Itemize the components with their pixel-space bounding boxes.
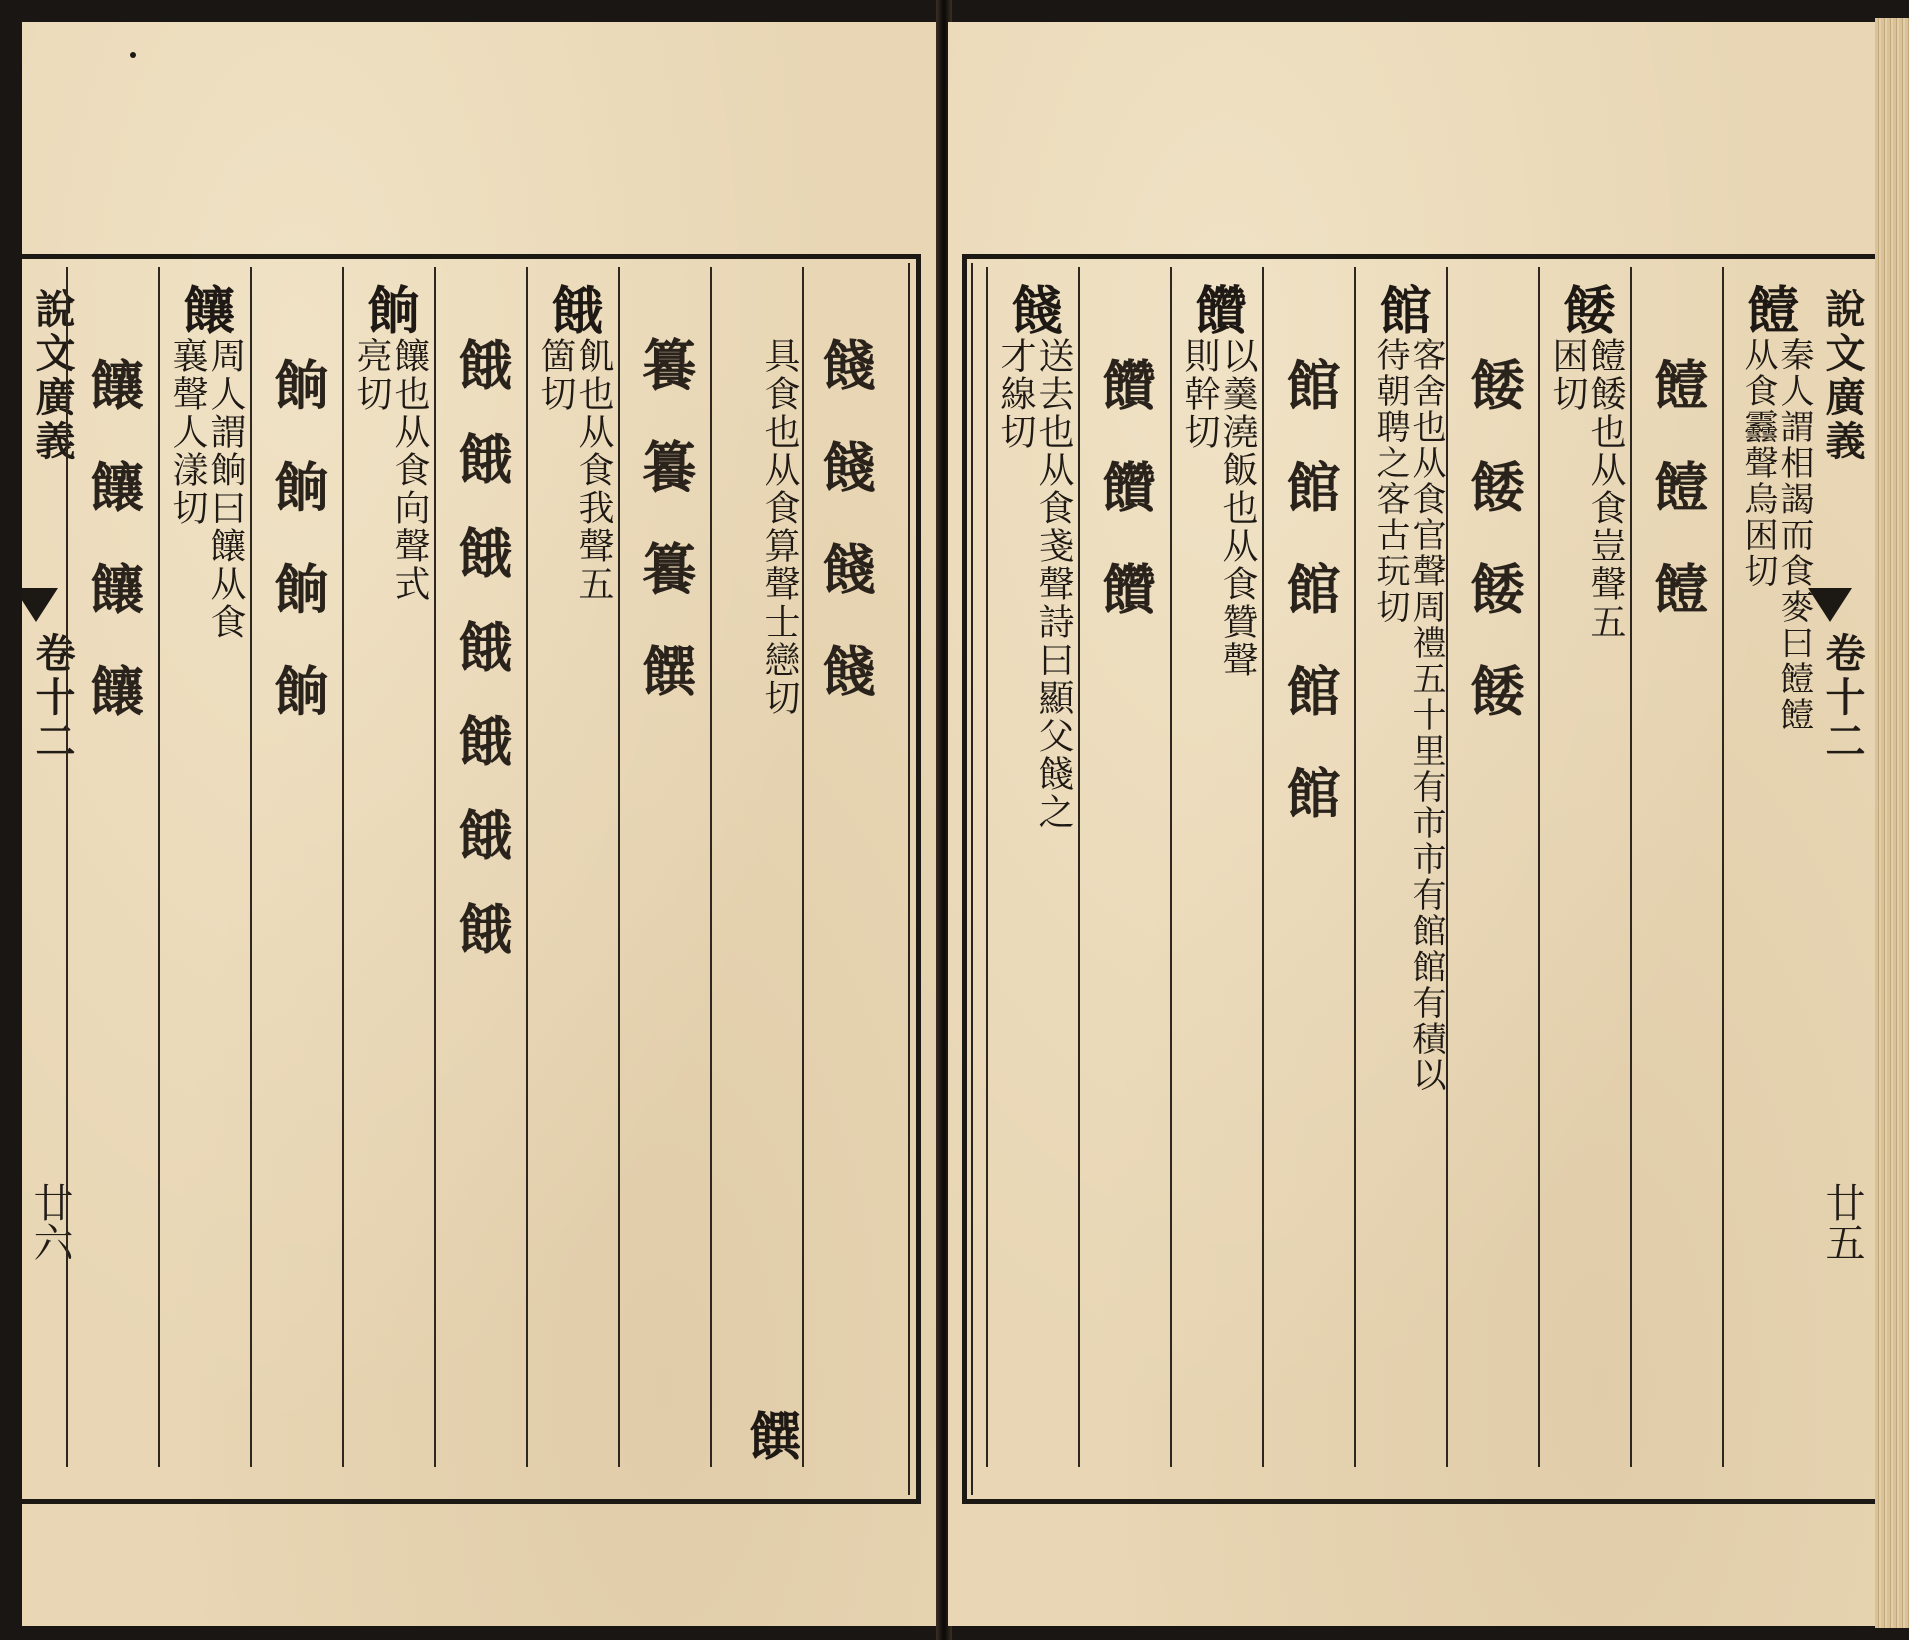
entry-head-character: 饌 — [740, 1409, 801, 1467]
right-margin-volume: 卷十二 — [1819, 632, 1866, 764]
column-entry — [342, 267, 436, 1467]
seal-forms: 饐饐饐 — [1646, 357, 1710, 663]
column-seal — [66, 267, 160, 1467]
entry-head-character: 饐 — [1738, 283, 1799, 341]
column-seal — [802, 267, 896, 1467]
page-edges — [1875, 18, 1909, 1628]
entry-head-character: 餓 — [542, 283, 603, 341]
column-entry — [1538, 267, 1632, 1467]
entry-gloss: 客舍也从食官聲周禮五十里有市市有館館有積以待朝聘之客古玩切 — [1370, 337, 1446, 1093]
left-page — [22, 22, 940, 1626]
right-leaf-number: 廿五 — [1819, 1182, 1865, 1262]
column-entry — [526, 267, 620, 1467]
column-entry — [1170, 267, 1264, 1467]
seal-forms: 餓餓餓餓餓餓餓 — [450, 337, 514, 995]
seal-forms: 餉餉餉餉 — [266, 357, 330, 765]
entry-gloss: 以羹澆飯也从食贊聲則幹切 — [1179, 337, 1258, 679]
right-margin-title: 說文廣義 — [1819, 288, 1866, 464]
entry-gloss: 飢也从食我聲五箇切 — [535, 337, 614, 603]
entry-head-character: 饟 — [174, 283, 235, 341]
column-seal — [1078, 267, 1172, 1467]
column-seal — [1446, 267, 1540, 1467]
entry-gloss: 饟也从食向聲式亮切 — [351, 337, 430, 603]
entry-gloss: 饐餧也从食豈聲五困切 — [1547, 337, 1626, 641]
entry-head-character: 餉 — [358, 283, 419, 341]
seal-forms: 籑籑籑饌 — [634, 337, 698, 745]
entry-gloss: 周人謂餉曰饟从食襄聲人漾切 — [167, 337, 246, 641]
ink-dot — [130, 52, 136, 58]
seal-forms: 饟饟饟饟 — [82, 357, 146, 765]
entry-head-character: 餧 — [1554, 283, 1615, 341]
right-page — [948, 22, 1878, 1626]
entry-gloss: 送去也从食戔聲詩曰顯父餞之才線切 — [995, 337, 1074, 831]
left-leaf-number: 廿六 — [27, 1182, 73, 1262]
column-seal — [434, 267, 528, 1467]
column-seal — [618, 267, 712, 1467]
entry-gloss: 具食也从食算聲士戀切 — [759, 337, 800, 717]
entry-gloss: 秦人謂相謁而食麥曰饐饐从食䨺聲烏困切 — [1738, 337, 1814, 733]
entry-head-character: 饡 — [1186, 283, 1247, 341]
left-margin-title: 說文廣義 — [29, 288, 76, 464]
seal-forms: 餧餧餧餧 — [1462, 357, 1526, 765]
entry-head-character: 餞 — [1002, 283, 1063, 341]
left-margin-volume: 卷十二 — [29, 632, 76, 764]
column-entry — [1354, 267, 1448, 1467]
column-seal — [1630, 267, 1724, 1467]
seal-forms: 餞餞餞餞 — [814, 337, 878, 745]
column-entry — [986, 267, 1080, 1467]
column-entry — [710, 267, 804, 1467]
seal-forms: 饡饡饡 — [1094, 357, 1158, 663]
column-seal — [1262, 267, 1356, 1467]
column-entry — [1722, 267, 1816, 1467]
entry-head-character: 館 — [1370, 283, 1431, 341]
column-entry — [158, 267, 252, 1467]
left-fishtail — [22, 588, 58, 622]
seal-forms: 館館館館館 — [1278, 357, 1342, 867]
column-seal — [250, 267, 344, 1467]
